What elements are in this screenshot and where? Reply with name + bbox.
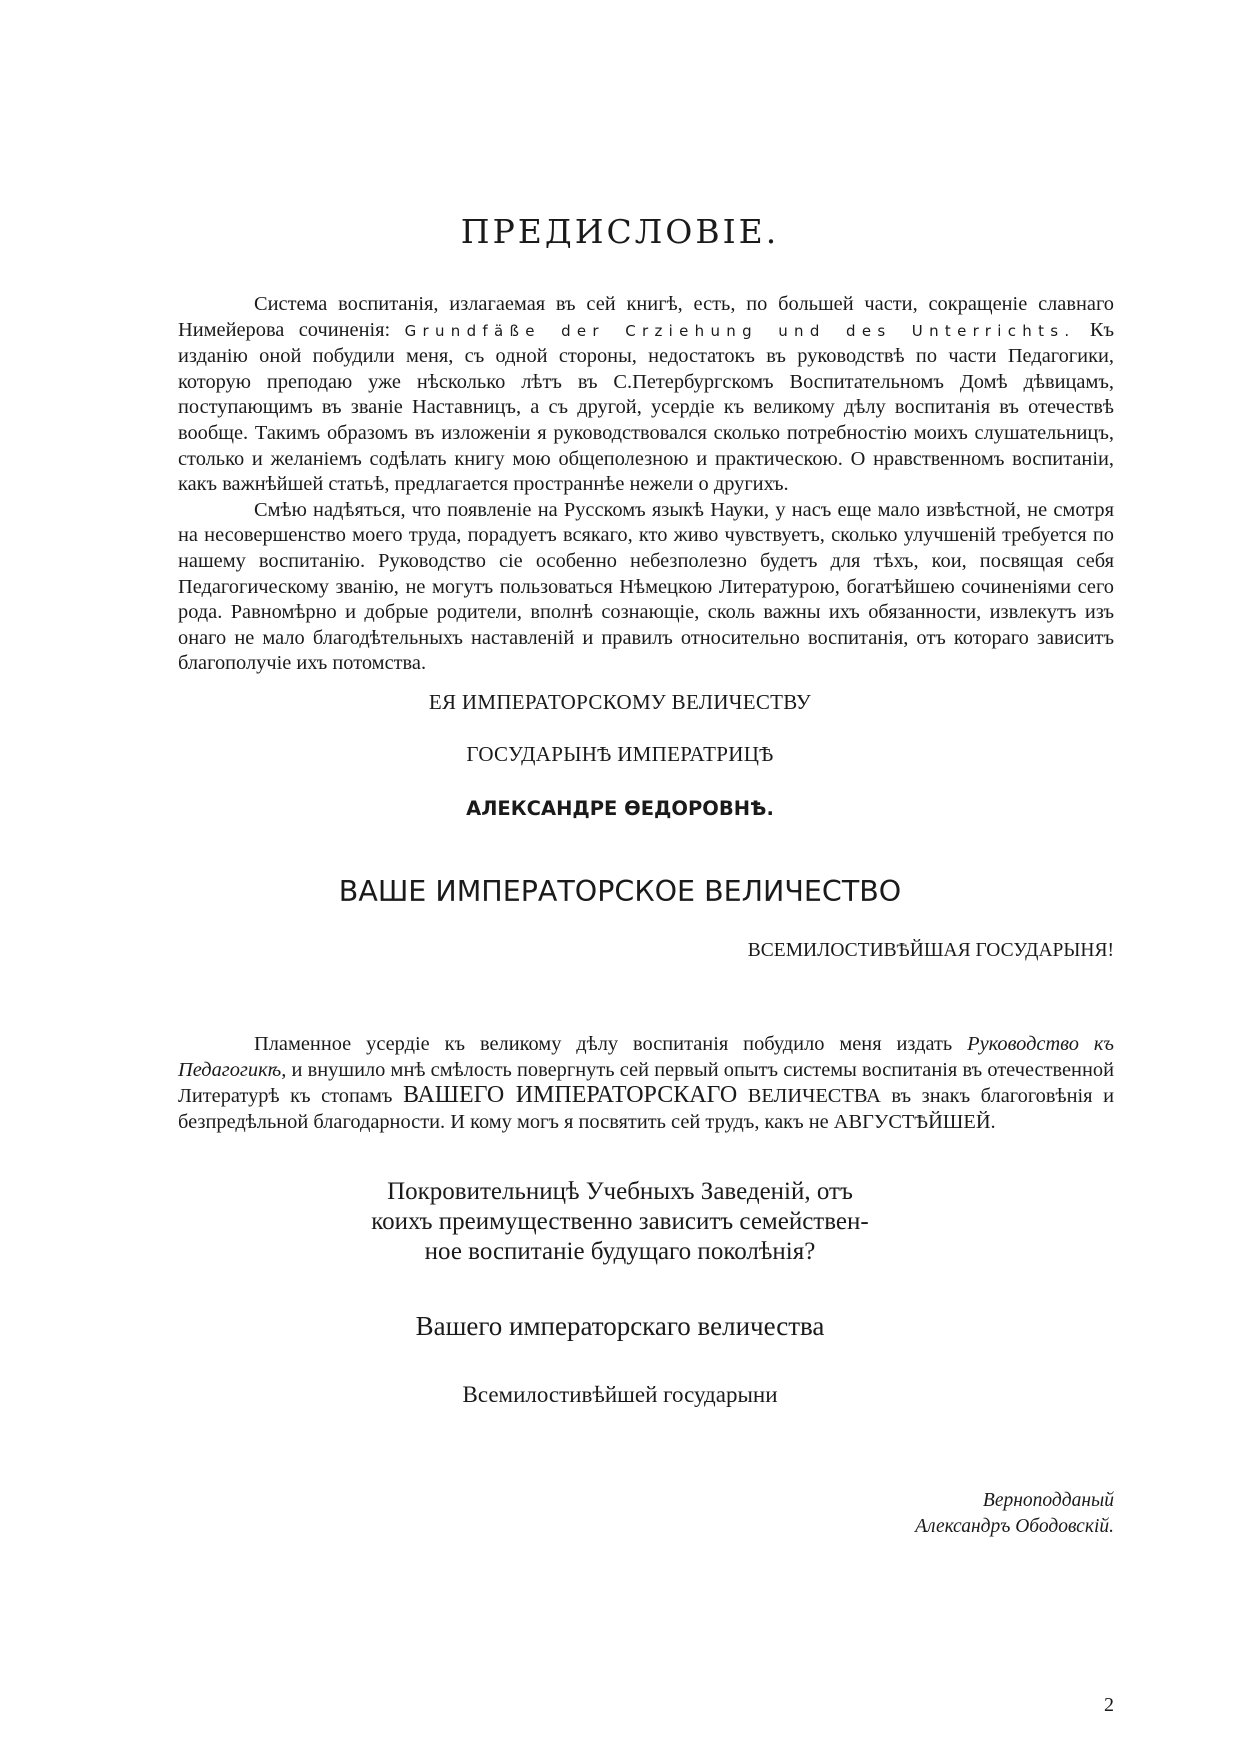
signature-line-1: Верноподданый bbox=[982, 1490, 1114, 1511]
preface-p1-rest: Къ изданію оной побудили меня, съ одной стороны, недостатокъ въ руководствѣ по части Педагогики, которую преподаю уже нѣсколько лѣтъ въ С.Петербургскомъ Воспитательномъ Домѣ дѣвицамъ, поступающимъ въ званіе Наставницъ, а съ другой, усердіе къ великому дѣлу воспитанія въ отечествѣ вообще. Такимъ образомъ въ изложеніи я руководствовался сколько потребностію моихъ слушательницъ, столько и желаніемъ содѣлать книгу мою общеполезною и практическою. О нравственномъ воспитаніи, какъ важнѣйшей статьѣ, предлагается пространнѣе нежели о другихъ. bbox=[178, 318, 1114, 496]
book-title: Руководство къ Педагогикѣ, bbox=[178, 1033, 1114, 1081]
signature bbox=[915, 1488, 1114, 1540]
dedication-line-1: ЕЯ ИМПЕРАТОРСКОМУ ВЕЛИЧЕСТВУ bbox=[428, 690, 812, 714]
question-line-2: коихъ преимущественно зависитъ семействен- bbox=[371, 1208, 869, 1235]
closing-line-2: Всемилостивѣйшей государыни bbox=[462, 1382, 778, 1407]
question-block bbox=[0, 1177, 1240, 1267]
letter-caps: ВАШЕГО ИМПЕРАТОРСКАГО bbox=[402, 1082, 738, 1109]
preface-paragraph-1 bbox=[178, 292, 1114, 498]
preface-paragraph-2: Смѣю надѣяться, что появленіе на Русскомъ языкѣ Науки, у насъ еще мало извѣстной, не смотря на несовершенство моего труда, порадуетъ всякаго, кто живо чувствуетъ, сколько улучшеній требуется по нашему воспитанію. Руководство сіе особенно небезполезно будетъ для тѣхъ, кои, посвящая себя Педагогическому званію, не могутъ пользоваться Нѣмецкою Литературою, богатѣйшею сочиненіями сего рода. Равномѣрно и добрые родители, вполнѣ сознающіе, сколь важны ихъ обязанности, извлекутъ изъ онаго не мало благодѣтельныхъ наставленій и правилъ относительно воспитанія, отъ котораго зависитъ благополучіе ихъ потомства. bbox=[178, 498, 1114, 675]
preface-text bbox=[178, 292, 1114, 677]
letter-paragraph bbox=[178, 1032, 1114, 1135]
page-number: 2 bbox=[1104, 1694, 1114, 1716]
page-title: ПРЕДИСЛОВІЕ. bbox=[460, 212, 780, 251]
preface-p1-start: Система воспитанія, излагаемая въ сей книгѣ, есть, по большей части, сокращеніе славнаго Нимейерова сочиненія: bbox=[178, 293, 1114, 341]
dedication-name: АЛЕКСАНДРЕ ѲЕДОРОВНѢ. bbox=[466, 797, 774, 820]
letter-start: Пламенное усердіе къ великому дѣлу воспитанія побудило меня издать bbox=[254, 1033, 968, 1055]
closing-line-1: Вашего императорскаго величества bbox=[415, 1311, 825, 1341]
letter-middle: и внушило мнѣ смѣлость повергнуть сей первый опытъ системы воспитанія въ отечественной Литературѣ къ стопамъ bbox=[178, 1058, 1114, 1108]
signature-line-2: Александръ Ободовскій. bbox=[915, 1516, 1114, 1537]
dedication-line-2: ГОСУДАРЫНѢ ИМПЕРАТРИЦѢ bbox=[466, 742, 774, 766]
german-book-title: Grundfäße der Crziehung und des Unterrichts. bbox=[404, 321, 1076, 340]
question-line-1: Покровительницѣ Учебныхъ Заведеній, отъ bbox=[387, 1178, 853, 1205]
letter-end: ВЕЛИЧЕСТВА въ знакъ благоговѣнія и безпредѣльной благодарности. И кому могъ я посвятить сей трудъ, какъ не АВГУСТѢЙШЕЙ. bbox=[178, 1085, 1114, 1133]
question-line-3: ное воспитаніе будущаго поколѣнія? bbox=[424, 1238, 816, 1265]
majesty-heading: ВАШЕ ИМПЕРАТОРСКОЕ ВЕЛИЧЕСТВО bbox=[338, 875, 902, 908]
gracious-salutation: ВСЕМИЛОСТИВѢЙШАЯ ГОСУДАРЫНЯ! bbox=[747, 940, 1114, 961]
letter-text bbox=[178, 1032, 1114, 1135]
